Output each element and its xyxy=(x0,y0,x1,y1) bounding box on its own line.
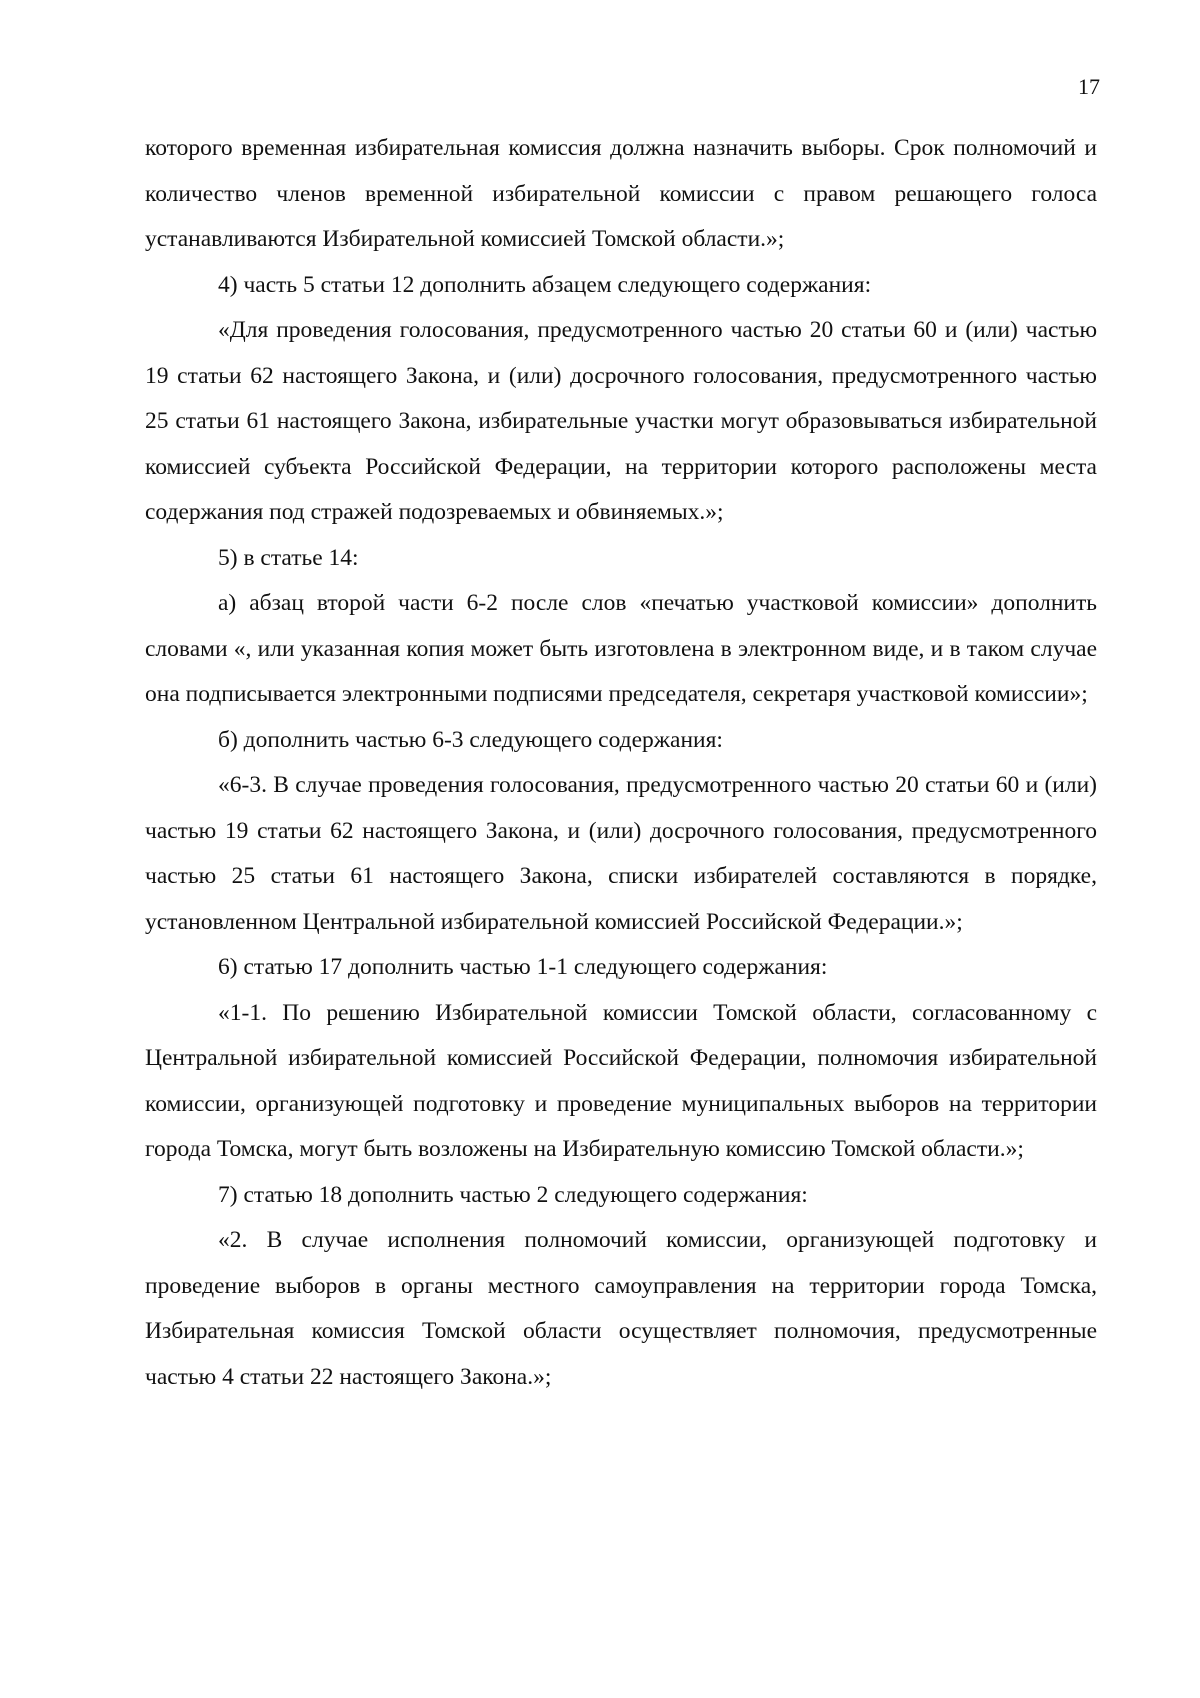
paragraph-item-4: 4) часть 5 статьи 12 дополнить абзацем следующего содержания: xyxy=(218,271,872,298)
paragraph-item-5a: а) абзац второй части 6-2 после слов «печатью участковой комиссии» дополнить словами «, или указанная копия может быть изготовлена в электронном виде, и в таком случае она подписывается электронными подписями председателя, секретаря участковой комиссии»; xyxy=(145,590,1097,707)
paragraph-item-5: 5) в статье 14: xyxy=(218,544,359,571)
paragraph-quote-article-12: «Для проведения голосования, предусмотренного частью 20 статьи 60 и (или) частью 19 статьи 62 настоящего Закона, и (или) досрочного голосования, предусмотренного частью 25 статьи 61 настоящего Закона, избирательные участки могут образовываться избирательной комиссией субъекта Российской Федерации, на территории которого расположены места содержания под стражей подозреваемых и обвиняемых.»; xyxy=(145,317,1097,525)
paragraph-quote-part-1-1: «1-1. По решению Избирательной комиссии Томской области, согласованному с Центральной избирательной комиссией Российской Федерации, полномочия избирательной комиссии, организующей подготовку и проведение муниципальных выборов на территории города Томска, могут быть возложены на Избирательную комиссию Томской области.»; xyxy=(145,999,1097,1162)
paragraph-quote-part-6-3: «6-3. В случае проведения голосования, предусмотренного частью 20 статьи 60 и (или) частью 19 статьи 62 настоящего Закона, и (или) досрочного голосования, предусмотренного частью 25 статьи 61 настоящего Закона, списки избирателей составляются в порядке, установленном Центральной избирательной комиссией Российской Федерации.»; xyxy=(145,772,1097,935)
document-body xyxy=(145,126,1097,1400)
paragraph-item-7: 7) статью 18 дополнить частью 2 следующего содержания: xyxy=(218,1181,808,1208)
paragraph-item-6: 6) статью 17 дополнить частью 1-1 следующего содержания: xyxy=(218,954,828,980)
paragraph-continuation: которого временная избирательная комиссия должна назначить выборы. Срок полномочий и количество членов временной избирательной комиссии с правом решающего голоса устанавливаются Избирательной комиссией Томской области.»; xyxy=(145,135,1097,252)
paragraph-item-5b: б) дополнить частью 6-3 следующего содержания: xyxy=(218,726,723,753)
paragraph-quote-part-2: «2. В случае исполнения полномочий комиссии, организующей подготовку и проведение выборов в органы местного самоуправления на территории города Томска, Избирательная комиссия Томской области осуществляет полномочия, предусмотренные частью 4 статьи 22 настоящего Закона.»; xyxy=(145,1227,1097,1390)
page-number: 17 xyxy=(1078,74,1100,99)
